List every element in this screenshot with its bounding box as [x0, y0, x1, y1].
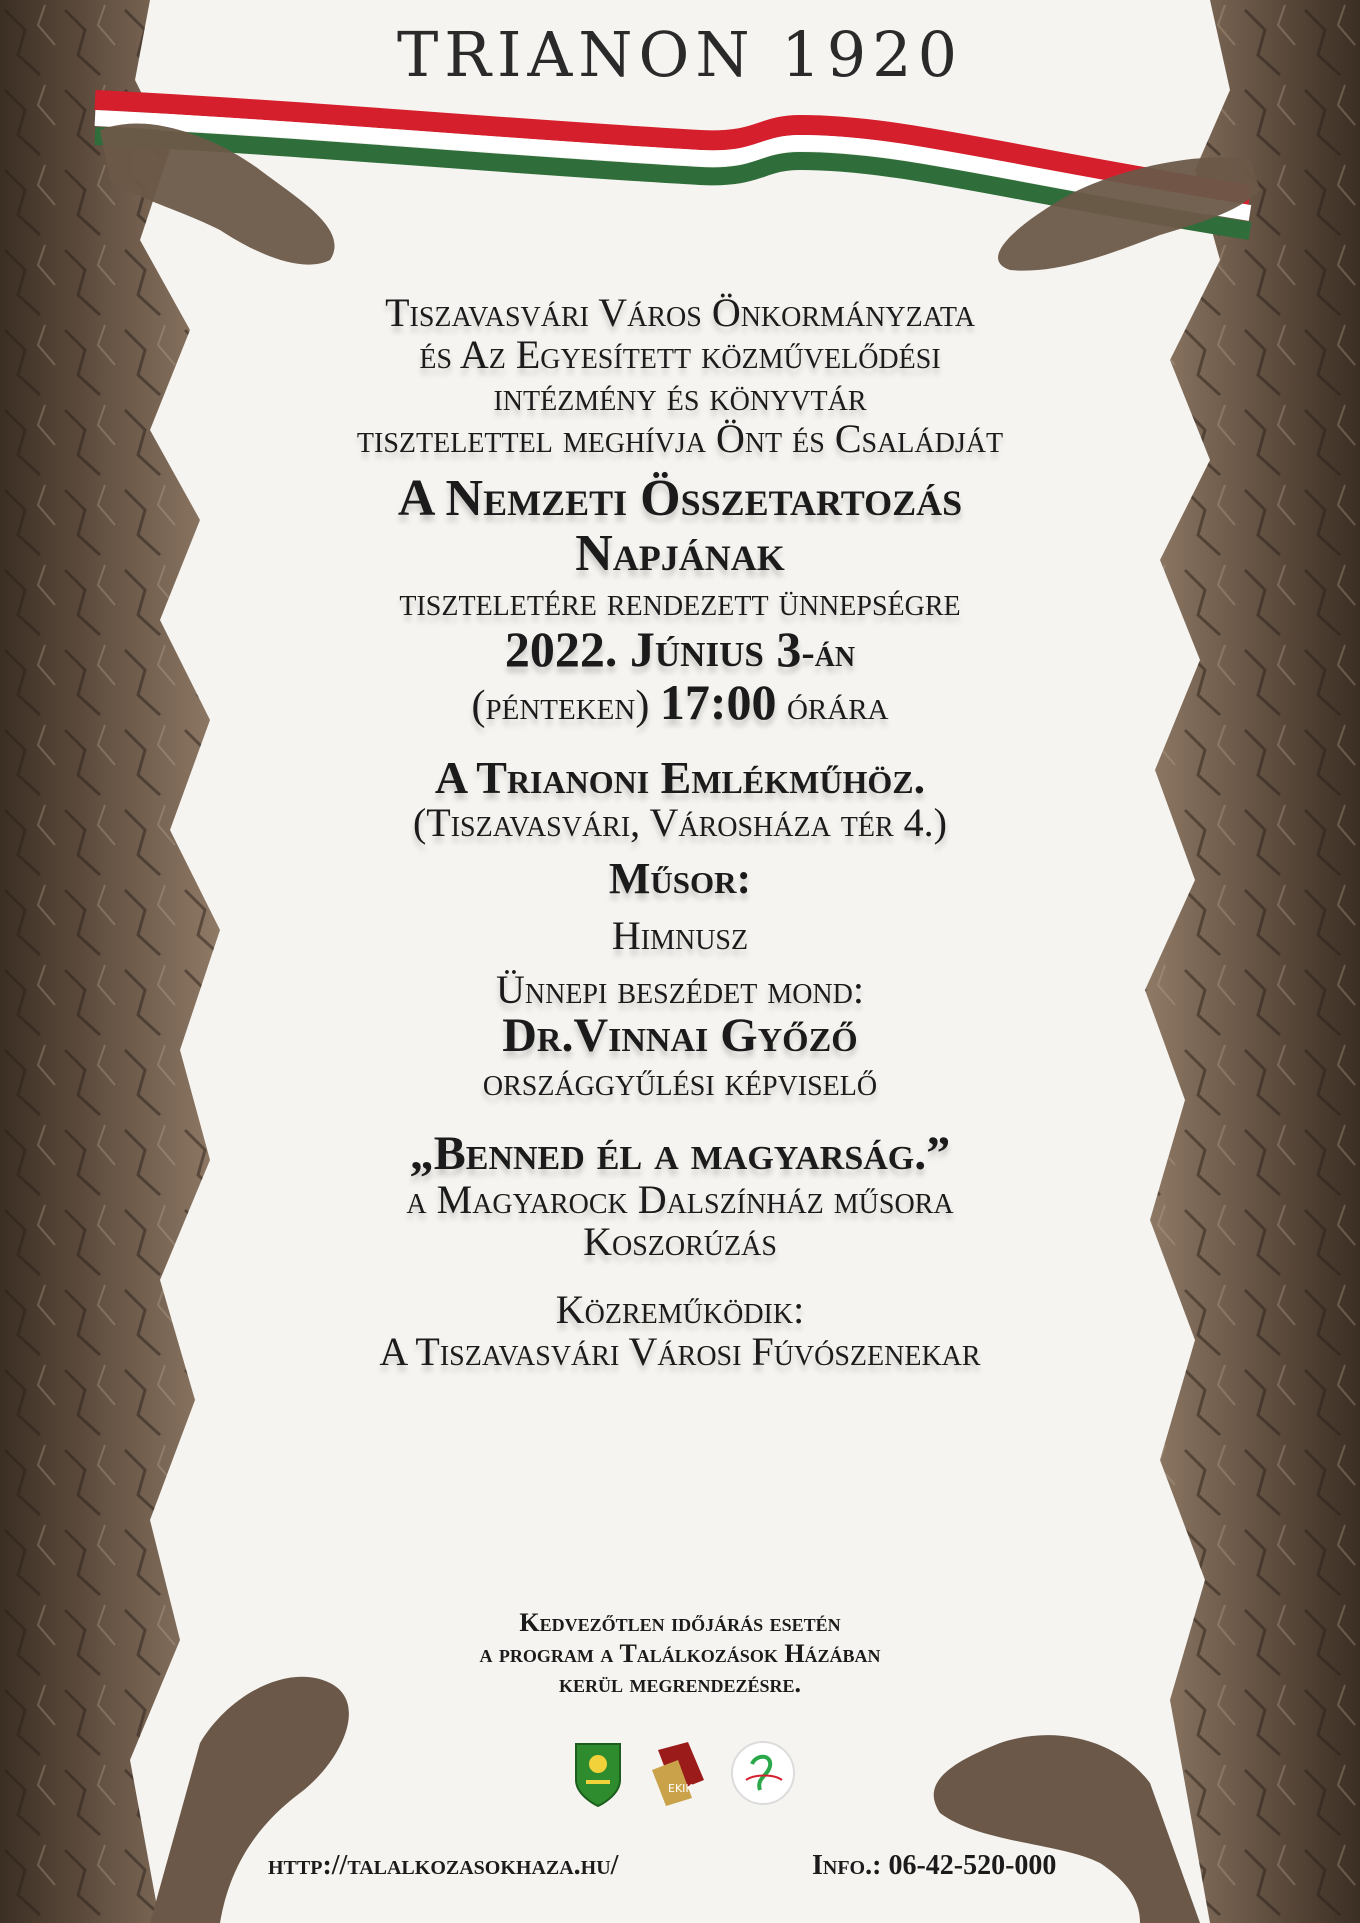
notice-line-3: kerül megrendezésre. — [558, 1669, 802, 1699]
notice-line-1: Kedvezőtlen időjárás esetén — [519, 1608, 841, 1637]
event-day: (pénteken) — [471, 682, 650, 729]
footer — [0, 1850, 1360, 1890]
invitation-content — [240, 292, 1120, 1373]
performer-line: a Magyarock Dalszínház műsora — [406, 1177, 954, 1223]
contributor-name: A Tiszavasvári Városi Fúvószenekar — [379, 1329, 981, 1375]
organizer-line-1: Tiszavasvári Város Önkormányzata — [385, 290, 975, 335]
program-item-wreath: Koszorúzás — [583, 1219, 777, 1265]
notice-line-2: a program a Találkozások Házában — [479, 1638, 881, 1668]
weather-notice — [340, 1608, 1020, 1700]
poster-title: TRIANON 1920 — [396, 18, 964, 91]
event-subtitle: tiszteletére rendezett ünnepségre — [399, 579, 961, 625]
ekik-logo — [648, 1740, 708, 1806]
invite-line: tisztelettel meghívja Önt és Családját — [356, 416, 1004, 461]
event-place: A Trianoni Emlékműhöz. — [434, 752, 926, 804]
speech-label: Ünnepi beszédet mond: — [496, 966, 864, 1012]
event-time-value: 17:00 — [659, 673, 777, 730]
city-coat-of-arms-logo — [572, 1740, 624, 1808]
program-heading: Műsor: — [608, 854, 752, 904]
organizer-line-2: és Az Egyesített közművelődési — [419, 332, 941, 377]
event-title-line-2: Napjának — [575, 524, 785, 582]
event-address: (Tiszavasvári, Városháza tér 4.) — [412, 800, 948, 846]
telezene-logo — [730, 1740, 796, 1806]
organizer-line-3: intézmény és könyvtár — [493, 374, 867, 419]
event-title-line-1: A Nemzeti Összetartozás — [397, 470, 963, 527]
contributor-label: Közreműködik: — [555, 1287, 805, 1333]
event-time-suffix: órára — [786, 682, 889, 729]
motto: „Benned él a magyarság.” — [409, 1127, 951, 1181]
program-item-anthem: Himnusz — [611, 912, 749, 958]
event-date-suffix: -án — [801, 630, 856, 676]
info-phone: Info.: 06-42-520-000 — [812, 1850, 1057, 1881]
event-date — [240, 623, 1120, 676]
sponsor-logos — [0, 1738, 1360, 1820]
event-date-main: 2022. Június 3 — [504, 621, 802, 678]
speaker-role: országgyűlési képviselő — [482, 1059, 878, 1105]
event-time — [240, 673, 1120, 730]
svg-text:EKIK: EKIK — [668, 1782, 693, 1795]
website-link[interactable]: http://talalkozasokhaza.hu/ — [268, 1850, 619, 1881]
speaker-name: Dr.Vinnai Győző — [502, 1008, 858, 1062]
